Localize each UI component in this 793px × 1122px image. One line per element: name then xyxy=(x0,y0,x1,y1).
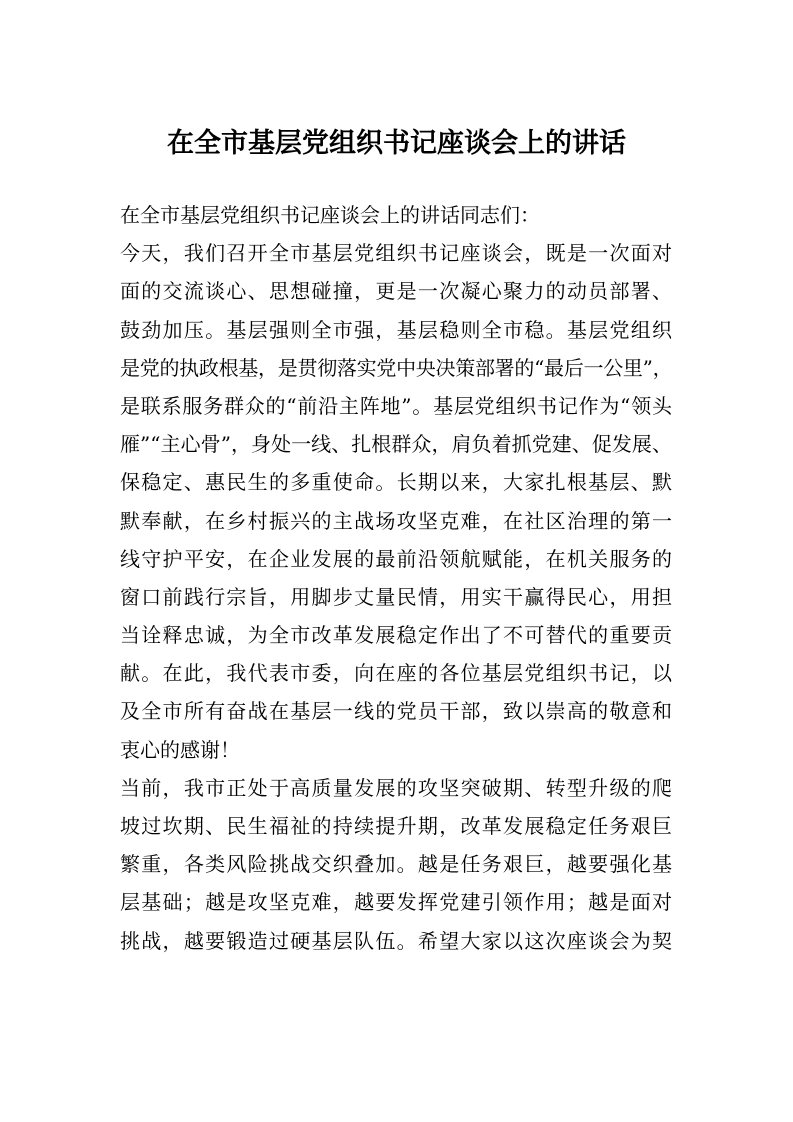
body-line: 当诠释忠诚，为全市改革发展稳定作出了不可替代的重要贡 xyxy=(120,623,672,648)
body-line: 雁”“主心骨”，身处一线、扎根群众，肩负着抓党建、促发展、 xyxy=(120,432,672,457)
body-line: 今天，我们召开全市基层党组织书记座谈会，既是一次面对 xyxy=(120,241,672,266)
body-line: 挑战，越要锻造过硬基层队伍。希望大家以这次座谈会为契 xyxy=(120,928,672,953)
body-line: 面的交流谈心、思想碰撞，更是一次凝心聚力的动员部署、 xyxy=(120,279,672,304)
body-line: 鼓劲加压。基层强则全市强，基层稳则全市稳。基层党组织 xyxy=(120,317,672,342)
body-line: 当前，我市正处于高质量发展的攻坚突破期、转型升级的爬 xyxy=(120,775,672,800)
document-body xyxy=(120,196,672,960)
body-line: 保稳定、惠民生的多重使命。长期以来，大家扎根基层、默 xyxy=(120,470,672,495)
body-line: 繁重，各类风险挑战交织叠加。越是任务艰巨，越要强化基 xyxy=(120,852,672,877)
body-line: 是党的执政根基，是贯彻落实党中央决策部署的“最后一公里”， xyxy=(120,355,672,380)
body-line: 献。在此，我代表市委，向在座的各位基层党组织书记，以 xyxy=(120,661,672,686)
body-line: 是联系服务群众的“前沿主阵地”。基层党组织书记作为“领头 xyxy=(120,393,672,418)
body-line: 衷心的感谢！ xyxy=(120,737,240,762)
body-line: 坡过坎期、民生福祉的持续提升期，改革发展稳定任务艰巨 xyxy=(120,814,672,838)
body-line: 层基础；越是攻坚克难，越要发挥党建引领作用；越是面对 xyxy=(120,890,672,915)
body-line: 及全市所有奋战在基层一线的党员干部，致以崇高的敬意和 xyxy=(120,699,672,724)
body-line: 线守护平安，在企业发展的最前沿领航赋能，在机关服务的 xyxy=(120,546,672,571)
document-title: 在全市基层党组织书记座谈会上的讲话 xyxy=(167,128,626,159)
body-line: 在全市基层党组织书记座谈会上的讲话同志们： xyxy=(120,203,540,227)
body-line: 默奉献，在乡村振兴的主战场攻坚克难，在社区治理的第一 xyxy=(120,508,672,533)
body-line: 窗口前践行宗旨，用脚步丈量民情，用实干赢得民心，用担 xyxy=(120,584,672,609)
